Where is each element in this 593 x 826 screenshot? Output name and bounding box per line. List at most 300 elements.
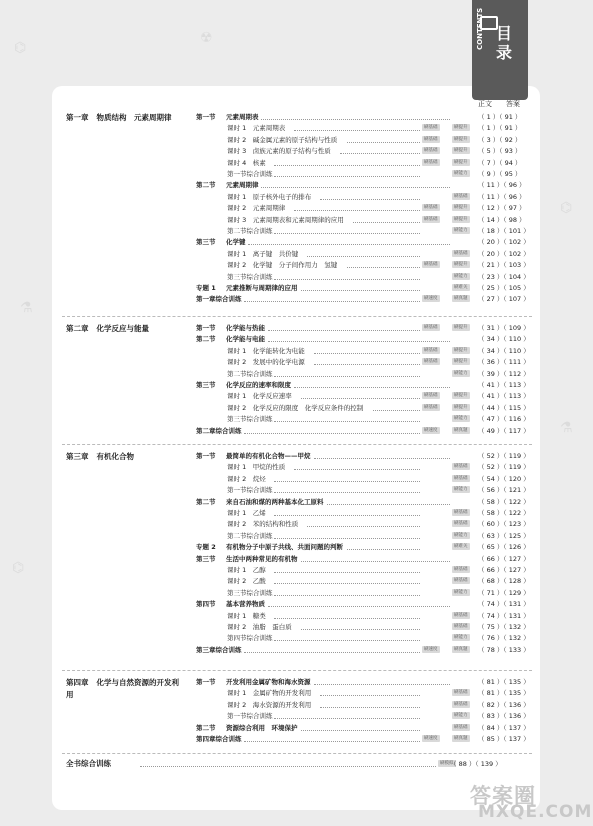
- lesson-row[interactable]: [196, 260, 532, 270]
- tag-badge: 刷能力: [454, 713, 468, 719]
- chapter-4: 第四章 化学与自然资源的开发利用: [66, 678, 179, 699]
- page-numbers: （ 47 ）（ 116 ）: [478, 415, 530, 424]
- tag-badge: 刷基础: [424, 136, 438, 142]
- leader-dots: [274, 233, 420, 234]
- tag-badge: 刷基础: [424, 404, 438, 410]
- leader-dots: [294, 469, 420, 470]
- page-numbers: （ 82 ）（ 136 ）: [478, 700, 530, 709]
- contents-title: 目录: [496, 24, 513, 62]
- page-numbers: （ 27 ）（ 107 ）: [478, 295, 530, 304]
- entry-title: 课时 1 乙烯: [227, 509, 266, 517]
- page-numbers: （ 63 ）（ 125 ）: [478, 531, 530, 540]
- tag-badge: 刷提升: [454, 148, 468, 154]
- tag-badge: 刷提升: [454, 125, 468, 131]
- leader-dots: [353, 222, 420, 223]
- tag-badge: 刷基础: [454, 193, 468, 199]
- lesson-row[interactable]: [196, 158, 532, 168]
- header-main: 正文: [478, 100, 492, 108]
- leader-dots: [307, 526, 420, 527]
- entry-title: 第三节综合训练: [227, 415, 273, 424]
- section-row[interactable]: [196, 554, 532, 564]
- section-number: 专题 2: [196, 543, 216, 552]
- tag-badge: 刷能力: [454, 171, 468, 176]
- watermark: 答案圈: [470, 784, 536, 808]
- section-row[interactable]: [196, 237, 532, 247]
- section-number: 第三节: [196, 554, 216, 563]
- leader-dots: [314, 684, 450, 685]
- entry-title: 课时 1 糖类: [227, 611, 266, 620]
- chapter-summary-row[interactable]: [196, 426, 532, 436]
- tag-badge: 刷基础: [424, 125, 438, 131]
- leader-dots: [261, 119, 450, 120]
- section-number: 第二节: [196, 497, 216, 506]
- background-doodle: ⚗: [560, 420, 573, 436]
- tag-badge: 刷基础: [454, 578, 468, 584]
- section-number: 第一节: [196, 113, 216, 121]
- page-numbers: （ 34 ）（ 110 ）: [478, 335, 530, 344]
- entry-title: 有机物分子中原子共线、共面问题的判断: [226, 543, 343, 552]
- entry-title: 第二节综合训练: [227, 227, 273, 235]
- tag-badge: 刷模拟: [440, 761, 454, 766]
- entry-title: 基本营养物质: [226, 600, 265, 609]
- leader-dots: [294, 210, 420, 211]
- section-row[interactable]: [196, 599, 532, 609]
- chapter-summary-row[interactable]: [196, 734, 532, 744]
- page-numbers: （ 58 ）（ 122 ）: [478, 509, 530, 517]
- entry-title: 课时 1 离子键 共价键: [227, 249, 299, 258]
- leader-dots: [327, 504, 450, 505]
- lesson-row[interactable]: [196, 622, 532, 632]
- page-numbers: （ 21 ）（ 103 ）: [478, 261, 530, 270]
- entry-title: 资源综合利用 环境保护: [226, 723, 298, 732]
- chapter-divider: [62, 316, 532, 317]
- tag-badge: 刷提升: [454, 393, 468, 399]
- page-numbers: （ 23 ）（ 104 ）: [478, 272, 530, 281]
- lesson-row[interactable]: [196, 519, 532, 529]
- entry-title: 课时 2 苯的结构和性质: [227, 520, 299, 529]
- tag-badge: 刷能力: [454, 228, 468, 233]
- page-numbers: （ 83 ）（ 136 ）: [478, 712, 530, 721]
- page-numbers: （ 75 ）（ 132 ）: [478, 623, 530, 631]
- leader-dots: [274, 595, 420, 596]
- leader-dots: [274, 640, 420, 641]
- chapter-3: 第三章 有机化合物: [66, 452, 134, 461]
- lesson-row[interactable]: [196, 700, 532, 710]
- tag-badge: 刷基础: [424, 159, 438, 165]
- page-numbers: （ 20 ）（ 102 ）: [478, 249, 530, 258]
- lesson-row[interactable]: [196, 576, 532, 586]
- leader-dots: [347, 549, 420, 550]
- leader-dots: [274, 583, 420, 584]
- leader-dots: [301, 290, 420, 291]
- tag-badge: 刷能力: [454, 487, 468, 493]
- page-numbers: （ 39 ）（ 112 ）: [478, 369, 530, 378]
- page-numbers: （ 66 ）（ 127 ）: [478, 566, 530, 574]
- leader-dots: [274, 165, 420, 166]
- lesson-row[interactable]: [196, 346, 532, 356]
- entry-title: 第二节综合训练: [227, 369, 273, 378]
- section-number: 专题 1: [196, 284, 216, 292]
- entry-title: 第三节综合训练: [227, 588, 273, 597]
- page-numbers: （ 5 ）（ 93 ）: [478, 147, 522, 156]
- entry-title: 元素推断与周期律的应用: [226, 284, 298, 292]
- leader-dots: [274, 279, 420, 280]
- section-row[interactable]: [196, 451, 532, 461]
- lesson-row[interactable]: [196, 272, 532, 282]
- tag-badge: 刷基础: [454, 612, 468, 618]
- tag-badge: 刷速度: [424, 736, 438, 741]
- leader-dots: [301, 629, 420, 630]
- leader-dots: [244, 652, 420, 653]
- chapter-divider: [62, 444, 532, 445]
- leader-dots: [294, 387, 450, 388]
- section-number: 第二节: [196, 181, 216, 190]
- page-numbers: （ 85 ）（ 137 ）: [478, 735, 530, 743]
- entry-title: 课时 2 乙酸: [227, 577, 266, 586]
- page-numbers: （ 9 ）（ 95 ）: [478, 170, 522, 178]
- section-row[interactable]: [196, 723, 532, 733]
- leader-dots: [320, 695, 420, 696]
- lesson-row[interactable]: [196, 192, 532, 202]
- page-numbers: （ 34 ）（ 110 ）: [478, 346, 530, 355]
- page-numbers: （ 74 ）（ 131 ）: [478, 600, 530, 609]
- section-row[interactable]: [196, 323, 532, 333]
- tag-badge: 刷提升: [454, 216, 468, 222]
- tag-badge: 刷基础: [454, 464, 468, 470]
- contents-tab: [472, 0, 528, 100]
- lesson-row[interactable]: [196, 135, 532, 145]
- section-number: 第一节: [196, 678, 216, 686]
- leader-dots: [268, 341, 450, 342]
- tag-badge: 刷基础: [424, 347, 438, 353]
- tag-badge: 刷真题: [454, 736, 468, 741]
- tag-badge: 刷能力: [454, 532, 468, 538]
- page-numbers: （ 52 ）（ 119 ）: [478, 452, 530, 460]
- section-number: 第三节: [196, 238, 216, 247]
- chapter-summary-row[interactable]: [196, 294, 532, 304]
- page-numbers: （ 60 ）（ 123 ）: [478, 520, 530, 529]
- tag-badge: 刷基础: [424, 148, 438, 154]
- leader-dots: [274, 718, 420, 719]
- tag-badge: 刷基础: [454, 250, 468, 256]
- leader-dots: [301, 561, 450, 562]
- tag-badge: 刷能力: [454, 370, 468, 376]
- page-numbers: （ 18 ）（ 101 ）: [478, 227, 530, 235]
- chapter-divider: [62, 670, 532, 671]
- entry-title: 元素周期表: [226, 113, 259, 121]
- leader-dots: [301, 398, 420, 399]
- tag-badge: 刷基础: [454, 690, 468, 696]
- lesson-row[interactable]: [196, 414, 532, 424]
- tag-badge: 刷速度: [424, 296, 438, 302]
- page-numbers: （ 81 ）（ 135 ）: [478, 689, 530, 698]
- leader-dots: [248, 244, 450, 245]
- section-number: 第二节: [196, 335, 216, 344]
- entry-title: 课时 2 化学键 分子间作用力 氢键: [227, 261, 338, 270]
- tag-badge: 刷提升: [454, 159, 468, 165]
- leader-dots: [274, 481, 420, 482]
- page-numbers: （ 14 ）（ 98 ）: [478, 215, 526, 224]
- leader-dots: [244, 741, 420, 742]
- page-numbers: （ 68 ）（ 128 ）: [478, 577, 530, 586]
- lesson-row[interactable]: [196, 169, 532, 179]
- section-row[interactable]: [196, 677, 532, 687]
- tag-badge: 刷提升: [454, 136, 468, 142]
- lesson-row[interactable]: [196, 474, 532, 484]
- tag-badge: 刷基础: [454, 510, 468, 515]
- tag-badge: 刷基础: [424, 216, 438, 222]
- leader-dots: [307, 256, 420, 257]
- entry-title: 第一节综合训练: [227, 170, 273, 178]
- lesson-row[interactable]: [196, 565, 532, 575]
- page-numbers: （ 20 ）（ 102 ）: [478, 238, 530, 247]
- entry-title: 第一章综合训练: [196, 295, 242, 304]
- section-number: 第一节: [196, 452, 216, 460]
- entry-title: 课时 1 甲烷的性质: [227, 463, 286, 472]
- page-numbers: （ 41 ）（ 113 ）: [478, 392, 530, 401]
- lesson-row[interactable]: [196, 369, 532, 379]
- background-doodle: ⌬: [12, 560, 25, 576]
- background-doodle: ⌬: [560, 200, 573, 216]
- tag-badge: 刷难关: [454, 285, 468, 290]
- lesson-row[interactable]: [196, 485, 532, 495]
- page-numbers: （ 78 ）（ 133 ）: [478, 645, 530, 654]
- leader-dots: [340, 153, 420, 154]
- leader-dots: [347, 267, 420, 268]
- tag-badge: 刷提升: [454, 262, 468, 268]
- entry-title: 第一节综合训练: [227, 712, 273, 721]
- entry-title: 课时 1 化学能转化为电能: [227, 346, 305, 355]
- page-numbers: （ 25 ）（ 105 ）: [478, 284, 530, 292]
- leader-dots: [244, 433, 420, 434]
- page-numbers: （ 52 ）（ 119 ）: [478, 463, 530, 472]
- tag-badge: 刷真题: [454, 646, 468, 652]
- section-number: 第四节: [196, 600, 216, 609]
- lesson-row[interactable]: [196, 215, 532, 225]
- section-row[interactable]: [196, 380, 532, 390]
- entry-title: 课时 2 化学反应的限度 化学反应条件的控制: [227, 403, 364, 412]
- section-row[interactable]: [196, 542, 532, 552]
- lesson-row[interactable]: [196, 611, 532, 621]
- page-numbers: （ 88 ）（ 139 ）: [450, 760, 502, 768]
- tag-badge: 刷能力: [454, 635, 468, 641]
- watermark-url: MXQE.COM: [478, 802, 593, 822]
- tag-badge: 刷基础: [424, 205, 438, 211]
- page-numbers: （ 66 ）（ 127 ）: [478, 554, 530, 563]
- entry-title: 课时 3 卤族元素的原子结构与性质: [227, 147, 331, 156]
- entry-title: 课时 2 碱金属元素的原子结构与性质: [227, 135, 338, 144]
- lesson-row[interactable]: [196, 531, 532, 541]
- tag-badge: 刷基础: [454, 567, 468, 572]
- leader-dots: [274, 618, 420, 619]
- entry-title: 第四章综合训练: [196, 735, 242, 743]
- tag-badge: 刷真题: [454, 296, 468, 302]
- page-numbers: （ 11 ）（ 96 ）: [478, 181, 526, 190]
- tag-badge: 刷提升: [454, 325, 468, 330]
- leader-dots: [274, 376, 420, 377]
- tag-badge: 刷速度: [424, 427, 438, 433]
- tag-badge: 刷基础: [424, 359, 438, 365]
- entry-title: 最简单的有机化合物——甲烷: [226, 452, 311, 460]
- leader-dots: [347, 142, 420, 143]
- tag-badge: 刷基础: [454, 521, 468, 527]
- leader-dots: [314, 364, 420, 365]
- tag-badge: 刷速度: [424, 646, 438, 652]
- entry-title: 元素周期律: [226, 181, 259, 190]
- section-row[interactable]: [196, 334, 532, 344]
- entry-title: 第三节综合训练: [227, 272, 273, 281]
- chapter-divider: [62, 753, 532, 754]
- header-answer: 答案: [506, 100, 520, 108]
- page-numbers: （ 65 ）（ 126 ）: [478, 543, 530, 552]
- entry-title: 课时 1 乙醇: [227, 566, 266, 574]
- tag-badge: 刷基础: [454, 701, 468, 707]
- lesson-row[interactable]: [196, 203, 532, 213]
- leader-dots: [268, 330, 420, 331]
- entry-title: 课时 1 原子核外电子的排布: [227, 192, 312, 201]
- tag-badge: 刷提升: [454, 347, 468, 353]
- entry-title: 课时 1 金属矿物的开发利用: [227, 689, 312, 698]
- leader-dots: [314, 353, 420, 354]
- leader-dots: [274, 492, 420, 493]
- entry-title: 来自石油和煤的两种基本化工原料: [226, 497, 324, 506]
- entry-title: 第一节综合训练: [227, 486, 273, 495]
- section-row[interactable]: [196, 497, 532, 507]
- leader-dots: [274, 421, 420, 422]
- tag-badge: 刷提升: [454, 359, 468, 365]
- page-numbers: （ 76 ）（ 132 ）: [478, 634, 530, 643]
- entry-title: 开发利用金属矿物和海水资源: [226, 678, 311, 686]
- page-numbers: （ 81 ）（ 135 ）: [478, 678, 530, 686]
- lesson-row[interactable]: [196, 711, 532, 721]
- lesson-row[interactable]: [196, 226, 532, 236]
- leader-dots: [268, 606, 450, 607]
- tag-badge: 刷难关: [454, 544, 468, 550]
- leader-dots: [244, 301, 420, 302]
- leader-dots: [314, 458, 450, 459]
- leader-dots: [373, 410, 420, 411]
- entry-title: 课时 2 海水资源的开发利用: [227, 700, 312, 709]
- entry-title: 生活中两种常见的有机物: [226, 554, 298, 563]
- lesson-row[interactable]: [196, 688, 532, 698]
- lesson-row[interactable]: [196, 633, 532, 643]
- lesson-row[interactable]: [196, 462, 532, 472]
- entry-title: 课时 2 发展中的化学电源: [227, 358, 305, 367]
- tag-badge: 刷基础: [454, 475, 468, 481]
- section-number: 第一节: [196, 324, 216, 332]
- entry-title: 课时 1 化学反应速率: [227, 392, 292, 401]
- entry-title: 第二节综合训练: [227, 531, 273, 540]
- page-numbers: （ 74 ）（ 131 ）: [478, 611, 530, 620]
- section-row[interactable]: [196, 112, 532, 122]
- leader-dots: [320, 707, 420, 708]
- tag-badge: 刷基础: [454, 724, 468, 730]
- leader-dots: [320, 199, 420, 200]
- page-numbers: （ 56 ）（ 121 ）: [478, 486, 530, 495]
- lesson-row[interactable]: [196, 508, 532, 518]
- leader-dots: [294, 130, 420, 131]
- leader-dots: [274, 176, 420, 177]
- lesson-row[interactable]: [196, 146, 532, 156]
- background-doodle: ☢: [200, 30, 213, 46]
- page-numbers: （ 49 ）（ 117 ）: [478, 426, 530, 435]
- section-row[interactable]: [196, 180, 532, 190]
- lesson-row[interactable]: [196, 357, 532, 367]
- page-numbers: （ 11 ）（ 96 ）: [478, 192, 526, 201]
- page-numbers: （ 41 ）（ 113 ）: [478, 381, 530, 389]
- chapter-1: 第一章 物质结构 元素周期律: [66, 113, 172, 122]
- page-numbers: （ 84 ）（ 137 ）: [478, 723, 530, 732]
- lesson-row[interactable]: [196, 249, 532, 259]
- page-numbers: （ 54 ）（ 120 ）: [478, 474, 530, 483]
- page-numbers: （ 12 ）（ 97 ）: [478, 204, 526, 213]
- page-numbers: （ 7 ）（ 94 ）: [478, 158, 522, 167]
- entry-title: 课时 1 元素周期表: [227, 124, 286, 133]
- page-numbers: （ 1 ）（ 91 ）: [478, 113, 522, 121]
- entry-title: 化学能与热能: [226, 324, 265, 332]
- tag-badge: 刷提升: [454, 205, 468, 211]
- background-doodle: ⌬: [14, 40, 27, 56]
- entry-title: 化学键: [226, 238, 246, 247]
- tag-badge: 刷能力: [454, 273, 468, 279]
- page-numbers: （ 36 ）（ 111 ）: [478, 358, 530, 367]
- entry-title: 第四节综合训练: [227, 634, 273, 643]
- entry-title: 课时 2 元素周期律: [227, 204, 286, 213]
- leader-dots: [274, 538, 420, 539]
- entry-title: 第三章综合训练: [196, 645, 242, 654]
- contents-title-en: CONTENTS: [476, 7, 484, 50]
- background-doodle: ⚗: [20, 300, 33, 316]
- page-numbers: （ 1 ）（ 91 ）: [478, 124, 522, 133]
- chapter-2: 第二章 化学反应与能量: [66, 324, 149, 333]
- page-numbers: （ 3 ）（ 92 ）: [478, 135, 522, 144]
- entry-title: 课时 3 元素周期表和元素周期律的应用: [227, 215, 344, 224]
- entry-title: 课时 2 烷烃: [227, 474, 266, 483]
- section-number: 第二节: [196, 723, 216, 732]
- lesson-row[interactable]: [196, 588, 532, 598]
- lesson-row[interactable]: [196, 391, 532, 401]
- leader-dots: [274, 572, 420, 573]
- page-numbers: （ 44 ）（ 115 ）: [478, 403, 530, 412]
- leader-dots: [301, 730, 420, 731]
- entry-title: 化学能与电能: [226, 335, 265, 344]
- section-number: 第三节: [196, 381, 216, 389]
- tag-badge: 刷基础: [454, 624, 468, 629]
- leader-dots: [261, 187, 450, 188]
- general-training-title[interactable]: 全书综合训练: [66, 759, 111, 768]
- tag-badge: 刷提升: [454, 404, 468, 410]
- leader-dots: [274, 515, 420, 516]
- lesson-row[interactable]: [196, 403, 532, 413]
- page-numbers: （ 58 ）（ 122 ）: [478, 497, 530, 506]
- entry-title: 化学反应的速率和限度: [226, 381, 291, 389]
- entry-title: 第二章综合训练: [196, 426, 242, 435]
- section-row[interactable]: [196, 283, 532, 293]
- tag-badge: 刷基础: [424, 325, 438, 330]
- entry-title: 课时 2 油脂 蛋白质: [227, 623, 292, 631]
- page-numbers: （ 71 ）（ 129 ）: [478, 588, 530, 597]
- page-numbers: （ 31 ）（ 109 ）: [478, 324, 530, 332]
- entry-title: 课时 4 核素: [227, 158, 266, 167]
- tag-badge: 刷真题: [454, 427, 468, 433]
- tag-badge: 刷基础: [424, 262, 438, 268]
- lesson-row[interactable]: [196, 123, 532, 133]
- chapter-summary-row[interactable]: [196, 645, 532, 655]
- general-training-row: [140, 759, 532, 769]
- tag-badge: 刷能力: [454, 416, 468, 422]
- tag-badge: 刷能力: [454, 589, 468, 595]
- tag-badge: 刷基础: [424, 393, 438, 399]
